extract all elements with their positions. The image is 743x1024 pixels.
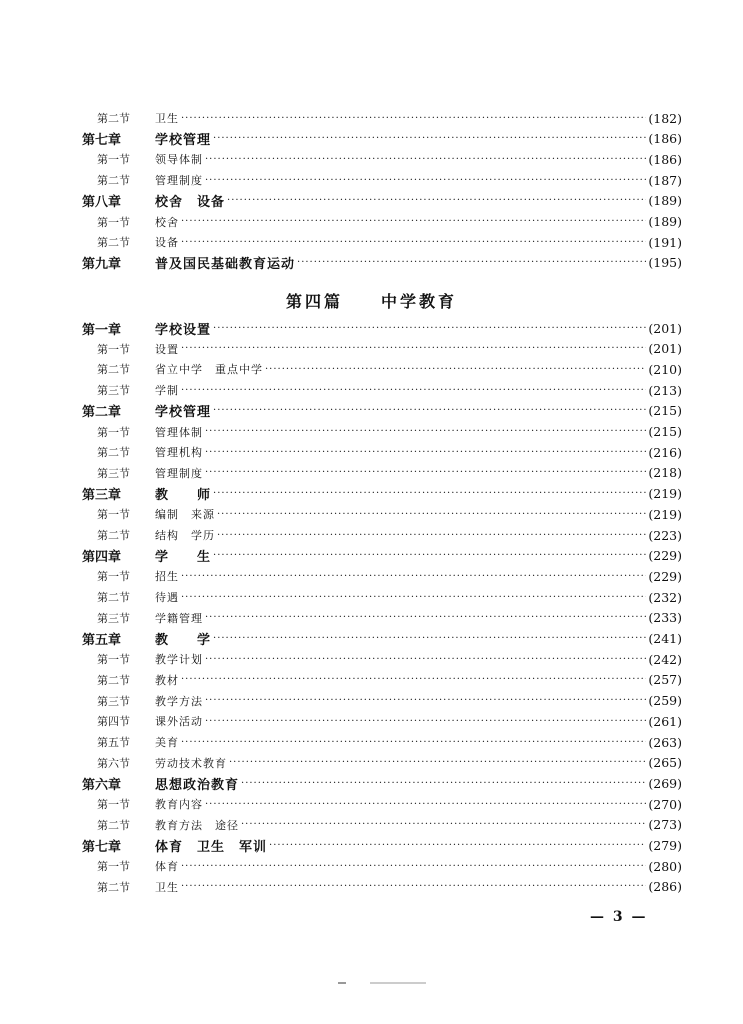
toc-section-entry bbox=[82, 566, 682, 586]
entry-page-number: (273) bbox=[648, 817, 682, 833]
dot-leader bbox=[181, 385, 646, 396]
entry-page-number: (261) bbox=[648, 713, 682, 729]
toc-section-entry bbox=[82, 794, 682, 814]
entry-number: 第二节 bbox=[97, 591, 130, 605]
entry-title: 美育 bbox=[155, 736, 179, 749]
toc-section-entry bbox=[82, 732, 682, 752]
toc-section-entry bbox=[82, 463, 682, 483]
dot-leader bbox=[205, 467, 646, 478]
entry-number: 第一节 bbox=[97, 508, 130, 522]
entry-number: 第二节 bbox=[97, 112, 130, 125]
toc-section-entry bbox=[82, 815, 682, 835]
entry-page-number: (229) bbox=[648, 548, 682, 564]
entry-page-number: (187) bbox=[648, 172, 682, 188]
entry-page-number: (201) bbox=[648, 341, 682, 357]
entry-title: 学校管理 bbox=[155, 133, 212, 149]
entry-title: 学校管理 bbox=[155, 405, 212, 421]
entry-page-number: (242) bbox=[648, 651, 682, 667]
entry-title: 课外活动 bbox=[155, 715, 203, 729]
dot-leader bbox=[205, 716, 646, 727]
entry-page-number: (210) bbox=[648, 361, 682, 377]
toc-section-entry bbox=[82, 359, 682, 379]
entry-page-number: (257) bbox=[648, 672, 682, 688]
toc-section-entry bbox=[82, 856, 682, 876]
dot-leader bbox=[217, 530, 646, 541]
toc-chapter-entry bbox=[82, 253, 682, 273]
entry-title: 校舍 设备 bbox=[155, 195, 226, 211]
entry-title: 管理制度 bbox=[155, 174, 203, 188]
entry-title: 教 学 bbox=[155, 633, 212, 648]
entry-title: 体育 卫生 军训 bbox=[155, 840, 268, 855]
entry-title: 教育内容 bbox=[155, 798, 203, 812]
entry-page-number: (186) bbox=[648, 131, 682, 147]
dot-leader bbox=[213, 133, 646, 144]
entry-page-number: (265) bbox=[648, 755, 682, 771]
entry-title: 学制 bbox=[155, 384, 179, 398]
entry-page-number: (215) bbox=[648, 424, 682, 439]
entry-page-number: (189) bbox=[648, 214, 682, 229]
dot-leader bbox=[181, 343, 646, 354]
entry-number: 第二节 bbox=[97, 363, 130, 377]
entry-number: 第一节 bbox=[97, 653, 130, 667]
dot-leader bbox=[181, 216, 646, 227]
entry-number: 第二节 bbox=[97, 236, 130, 250]
toc-section-entry bbox=[82, 608, 682, 628]
entry-page-number: (219) bbox=[648, 486, 682, 502]
entry-page-number: (195) bbox=[648, 255, 682, 271]
entry-title: 体育 bbox=[155, 860, 179, 874]
entry-number: 第八章 bbox=[82, 195, 122, 211]
entry-number: 第二节 bbox=[97, 880, 130, 894]
dot-leader bbox=[205, 447, 646, 458]
entry-number: 第五节 bbox=[97, 736, 130, 749]
toc-section-entry bbox=[82, 108, 682, 128]
toc-section-entry bbox=[82, 587, 682, 607]
toc-section-entry bbox=[82, 422, 682, 442]
toc-section-entry bbox=[82, 691, 682, 711]
entry-number: 第六章 bbox=[82, 777, 122, 793]
entry-title: 编制 来源 bbox=[155, 508, 215, 522]
entry-number: 第三节 bbox=[97, 384, 130, 398]
toc-chapter-entry bbox=[82, 773, 682, 793]
entry-number: 第一节 bbox=[97, 570, 130, 584]
dot-leader bbox=[205, 154, 646, 165]
entry-title: 省立中学 重点中学 bbox=[155, 363, 263, 377]
dot-leader bbox=[229, 757, 646, 768]
dot-leader bbox=[269, 840, 646, 851]
toc-section-entry bbox=[82, 339, 682, 359]
scan-mark bbox=[338, 982, 346, 984]
part-title: 第四篇 中学教育 bbox=[285, 292, 457, 311]
toc-section-entry bbox=[82, 711, 682, 731]
dot-leader bbox=[181, 592, 646, 603]
entry-title: 学校设置 bbox=[155, 322, 212, 338]
dot-leader bbox=[205, 695, 646, 706]
entry-number: 第九章 bbox=[82, 257, 122, 273]
entry-number: 第一节 bbox=[97, 425, 130, 439]
entry-title: 普及国民基础教育运动 bbox=[155, 257, 296, 273]
toc-section-entry bbox=[82, 753, 682, 773]
entry-title: 领导体制 bbox=[155, 153, 203, 167]
entry-page-number: (186) bbox=[648, 151, 682, 167]
entry-title: 管理体制 bbox=[155, 425, 203, 439]
entry-page-number: (223) bbox=[648, 527, 682, 543]
entry-page-number: (201) bbox=[648, 320, 682, 336]
toc-section-entry bbox=[82, 504, 682, 524]
dot-leader bbox=[241, 819, 646, 830]
entry-title: 卫生 bbox=[155, 112, 179, 125]
toc-section-entry bbox=[82, 232, 682, 252]
entry-title: 学 生 bbox=[155, 550, 212, 566]
entry-page-number: (259) bbox=[648, 693, 682, 709]
toc-section-entry bbox=[82, 525, 682, 545]
entry-page-number: (218) bbox=[648, 465, 682, 481]
dot-leader bbox=[241, 778, 646, 789]
entry-page-number: (279) bbox=[648, 838, 682, 853]
entry-number: 第二章 bbox=[82, 405, 122, 421]
dot-leader bbox=[213, 405, 646, 416]
dot-leader bbox=[217, 509, 646, 520]
entry-number: 第一节 bbox=[97, 342, 130, 356]
entry-page-number: (189) bbox=[648, 193, 682, 209]
entry-page-number: (270) bbox=[648, 796, 682, 812]
entry-title: 教育方法 途径 bbox=[155, 818, 239, 832]
toc-chapter-entry bbox=[82, 318, 682, 338]
watermark-stamp bbox=[4, 0, 64, 30]
dot-leader bbox=[181, 737, 646, 748]
entry-number: 第一节 bbox=[97, 860, 130, 874]
entry-number: 第二节 bbox=[97, 529, 130, 542]
entry-number: 第七章 bbox=[82, 133, 122, 149]
dot-leader bbox=[213, 550, 646, 561]
toc-chapter-entry bbox=[82, 191, 682, 211]
toc-section-entry bbox=[82, 380, 682, 400]
entry-title: 教 师 bbox=[155, 488, 212, 504]
entry-title: 思想政治教育 bbox=[155, 777, 240, 793]
toc-chapter-entry bbox=[82, 401, 682, 421]
scan-mark bbox=[370, 982, 426, 984]
entry-title: 学籍管理 bbox=[155, 611, 203, 625]
entry-number: 第五章 bbox=[82, 633, 122, 648]
entry-number: 第三节 bbox=[97, 694, 130, 708]
toc-chapter-entry bbox=[82, 836, 682, 856]
entry-title: 教材 bbox=[155, 673, 179, 687]
dot-leader bbox=[181, 571, 646, 582]
entry-page-number: (286) bbox=[648, 879, 682, 895]
entry-number: 第七章 bbox=[82, 840, 122, 855]
dot-leader bbox=[205, 799, 646, 810]
entry-number: 第一节 bbox=[97, 798, 130, 812]
entry-page-number: (182) bbox=[648, 110, 682, 126]
entry-number: 第四章 bbox=[82, 550, 122, 566]
toc-section-entry bbox=[82, 170, 682, 190]
toc-section-entry bbox=[82, 442, 682, 462]
toc-section-entry bbox=[82, 670, 682, 690]
entry-title: 教学计划 bbox=[155, 653, 203, 667]
dot-leader bbox=[205, 654, 646, 665]
entry-page-number: (213) bbox=[648, 382, 682, 398]
entry-number: 第一章 bbox=[82, 322, 122, 338]
entry-title: 招生 bbox=[155, 570, 179, 584]
entry-number: 第三节 bbox=[97, 611, 130, 625]
entry-title: 结构 学历 bbox=[155, 529, 215, 542]
dot-leader bbox=[213, 323, 646, 334]
entry-number: 第六节 bbox=[97, 756, 130, 770]
entry-page-number: (280) bbox=[648, 858, 682, 874]
entry-title: 设备 bbox=[155, 236, 179, 250]
entry-page-number: (233) bbox=[648, 610, 682, 626]
entry-number: 第一节 bbox=[97, 153, 130, 167]
entry-page-number: (216) bbox=[648, 444, 682, 460]
entry-title: 卫生 bbox=[155, 880, 179, 894]
dot-leader bbox=[205, 175, 646, 186]
entry-page-number: (191) bbox=[648, 234, 682, 250]
entry-title: 劳动技术教育 bbox=[155, 756, 227, 770]
toc-chapter-entry bbox=[82, 484, 682, 504]
entry-title: 教学方法 bbox=[155, 694, 203, 708]
dot-leader bbox=[265, 364, 646, 375]
toc-chapter-entry bbox=[82, 629, 682, 649]
entry-number: 第二节 bbox=[97, 673, 130, 687]
page-number: — 3 — bbox=[590, 909, 648, 925]
dot-leader bbox=[297, 257, 646, 268]
entry-page-number: (232) bbox=[648, 589, 682, 605]
dot-leader bbox=[227, 195, 646, 206]
dot-leader bbox=[181, 861, 646, 872]
entry-page-number: (241) bbox=[648, 631, 682, 646]
entry-page-number: (215) bbox=[648, 403, 682, 419]
toc-chapter-entry bbox=[82, 546, 682, 566]
entry-title: 校舍 bbox=[155, 215, 179, 229]
entry-page-number: (263) bbox=[648, 734, 682, 750]
dot-leader bbox=[181, 237, 646, 248]
entry-number: 第二节 bbox=[97, 446, 130, 460]
toc-section-entry bbox=[82, 649, 682, 669]
dot-leader bbox=[205, 612, 646, 623]
entry-number: 第三节 bbox=[97, 466, 130, 480]
entry-number: 第二节 bbox=[97, 818, 130, 832]
dot-leader bbox=[205, 426, 646, 437]
entry-page-number: (219) bbox=[648, 506, 682, 522]
entry-title: 管理制度 bbox=[155, 466, 203, 480]
dot-leader bbox=[181, 674, 646, 685]
entry-number: 第三章 bbox=[82, 488, 122, 504]
entry-title: 设置 bbox=[155, 342, 179, 356]
toc-chapter-entry bbox=[82, 129, 682, 149]
entry-page-number: (229) bbox=[648, 568, 682, 584]
entry-number: 第四节 bbox=[97, 715, 130, 729]
dot-leader bbox=[213, 488, 646, 499]
dot-leader bbox=[181, 881, 646, 892]
toc-section-entry bbox=[82, 149, 682, 169]
entry-number: 第一节 bbox=[97, 215, 130, 229]
toc-section-entry bbox=[82, 877, 682, 897]
dot-leader bbox=[213, 633, 646, 644]
dot-leader bbox=[181, 113, 646, 124]
entry-title: 管理机构 bbox=[155, 446, 203, 460]
entry-number: 第二节 bbox=[97, 174, 130, 188]
entry-page-number: (269) bbox=[648, 775, 682, 791]
toc-section-entry bbox=[82, 212, 682, 232]
entry-title: 待遇 bbox=[155, 591, 179, 605]
